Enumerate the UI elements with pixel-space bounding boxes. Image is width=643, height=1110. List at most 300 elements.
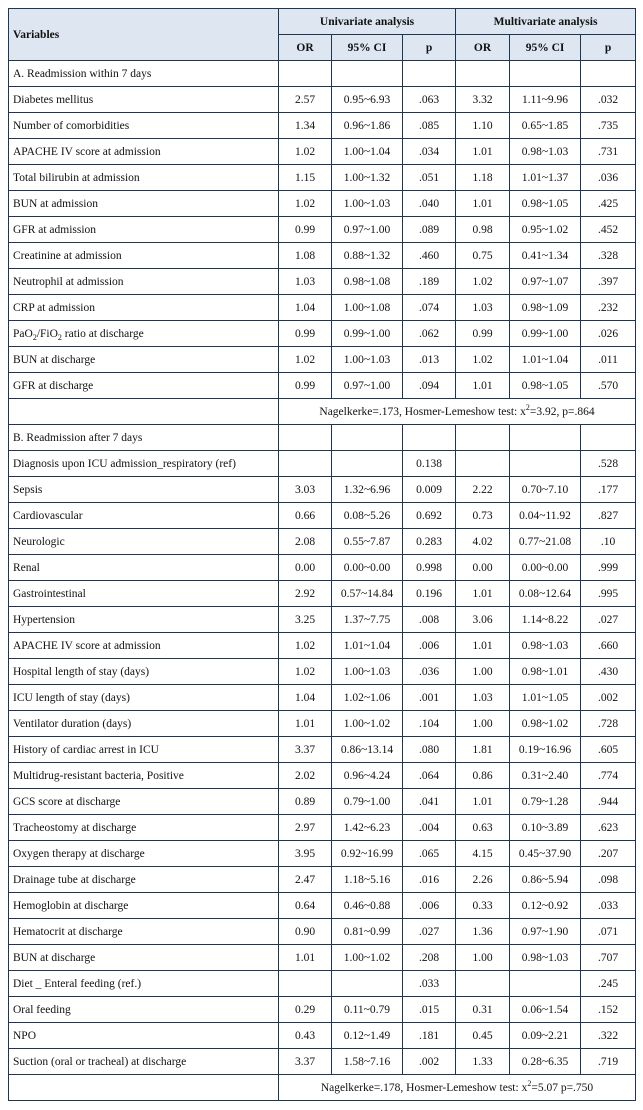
univariate-ci-cell bbox=[332, 971, 403, 997]
footnote-a-sup: 2 bbox=[525, 402, 530, 412]
table-row bbox=[9, 191, 636, 217]
section-b-footnote-row bbox=[9, 1075, 636, 1101]
pafio2-part: /FiO bbox=[36, 327, 58, 340]
variable-label: Drainage tube at discharge bbox=[9, 867, 279, 893]
multivariate-or-cell: 1.01 bbox=[456, 139, 510, 165]
multivariate-or-cell: 0.63 bbox=[456, 815, 510, 841]
univariate-ci-cell: 0.08~5.26 bbox=[332, 503, 403, 529]
univariate-ci-cell: 1.58~7.16 bbox=[332, 1049, 403, 1075]
table-row bbox=[9, 789, 636, 815]
multivariate-or-cell: 1.18 bbox=[456, 165, 510, 191]
multivariate-p-cell: .397 bbox=[581, 269, 636, 295]
multivariate-p-cell: .452 bbox=[581, 217, 636, 243]
univariate-or-cell: 1.04 bbox=[279, 295, 332, 321]
multivariate-ci-cell: 0.98~1.05 bbox=[510, 373, 581, 399]
univariate-p-cell: .460 bbox=[403, 243, 456, 269]
table-row bbox=[9, 659, 636, 685]
variable-label: Number of comorbidities bbox=[9, 113, 279, 139]
univariate-or-cell: 2.08 bbox=[279, 529, 332, 555]
table-row bbox=[9, 711, 636, 737]
univariate-p-cell: .015 bbox=[403, 997, 456, 1023]
univariate-ci-cell: 1.00~1.02 bbox=[332, 945, 403, 971]
multivariate-or-cell: 1.03 bbox=[456, 685, 510, 711]
univariate-ci-cell: 0.12~1.49 bbox=[332, 1023, 403, 1049]
variable-label: GFR at discharge bbox=[9, 373, 279, 399]
univariate-ci-cell: 1.00~1.08 bbox=[332, 295, 403, 321]
table-row bbox=[9, 113, 636, 139]
multivariate-ci-cell: 0.99~1.00 bbox=[510, 321, 581, 347]
univariate-ci-cell: 1.00~1.03 bbox=[332, 347, 403, 373]
multivariate-p-cell: .177 bbox=[581, 477, 636, 503]
univariate-or-cell: 2.92 bbox=[279, 581, 332, 607]
multivariate-or-cell: 1.03 bbox=[456, 295, 510, 321]
univariate-or-cell: 3.37 bbox=[279, 1049, 332, 1075]
table-row bbox=[9, 217, 636, 243]
multivariate-or-cell: 1.36 bbox=[456, 919, 510, 945]
multivariate-ci-cell: 0.00~0.00 bbox=[510, 555, 581, 581]
table-row bbox=[9, 763, 636, 789]
table-row bbox=[9, 347, 636, 373]
univariate-or-cell: 3.03 bbox=[279, 477, 332, 503]
variable-label: ICU length of stay (days) bbox=[9, 685, 279, 711]
table-row bbox=[9, 503, 636, 529]
univariate-p-cell: .001 bbox=[403, 685, 456, 711]
multivariate-or-header: OR bbox=[456, 35, 510, 61]
univariate-p-cell: .041 bbox=[403, 789, 456, 815]
univariate-ci-cell: 0.46~0.88 bbox=[332, 893, 403, 919]
multivariate-ci-cell: 0.12~0.92 bbox=[510, 893, 581, 919]
univariate-ci-cell: 0.81~0.99 bbox=[332, 919, 403, 945]
section-a-footnote-row bbox=[9, 399, 636, 425]
variable-label: GFR at admission bbox=[9, 217, 279, 243]
pafio2-part: ratio at discharge bbox=[61, 327, 144, 340]
table-row bbox=[9, 477, 636, 503]
multivariate-p-cell: .026 bbox=[581, 321, 636, 347]
multivariate-ci-cell: 1.14~8.22 bbox=[510, 607, 581, 633]
univariate-or-cell: 1.02 bbox=[279, 633, 332, 659]
univariate-ci-cell: 0.95~6.93 bbox=[332, 87, 403, 113]
multivariate-ci-cell: 1.01~1.05 bbox=[510, 685, 581, 711]
multivariate-ci-cell: 0.19~16.96 bbox=[510, 737, 581, 763]
univariate-ci-cell: 0.57~14.84 bbox=[332, 581, 403, 607]
multivariate-or-cell: 3.06 bbox=[456, 607, 510, 633]
multivariate-or-cell: 1.01 bbox=[456, 633, 510, 659]
univariate-ci-cell: 1.00~1.03 bbox=[332, 191, 403, 217]
variable-label: Oral feeding bbox=[9, 997, 279, 1023]
univariate-ci-cell: 1.00~1.32 bbox=[332, 165, 403, 191]
multivariate-p-cell: .707 bbox=[581, 945, 636, 971]
univariate-or-header: OR bbox=[279, 35, 332, 61]
multivariate-or-cell: 2.26 bbox=[456, 867, 510, 893]
univariate-p-cell: .181 bbox=[403, 1023, 456, 1049]
multivariate-or-cell: 0.86 bbox=[456, 763, 510, 789]
univariate-or-cell: 1.02 bbox=[279, 139, 332, 165]
multivariate-ci-cell: 0.04~11.92 bbox=[510, 503, 581, 529]
multivariate-p-cell: .995 bbox=[581, 581, 636, 607]
multivariate-ci-cell: 0.77~21.08 bbox=[510, 529, 581, 555]
univariate-or-cell: 1.01 bbox=[279, 945, 332, 971]
multivariate-p-cell: .207 bbox=[581, 841, 636, 867]
multivariate-ci-cell: 0.98~1.02 bbox=[510, 711, 581, 737]
univariate-ci-cell: 1.37~7.75 bbox=[332, 607, 403, 633]
multivariate-or-cell: 3.32 bbox=[456, 87, 510, 113]
multivariate-p-cell: .774 bbox=[581, 763, 636, 789]
table-row bbox=[9, 867, 636, 893]
univariate-p-cell: .004 bbox=[403, 815, 456, 841]
footnote-b-text: Nagelkerke=.178, Hosmer-Lemeshow test: x bbox=[320, 1081, 528, 1094]
multivariate-p-cell: .731 bbox=[581, 139, 636, 165]
multivariate-p-cell: .735 bbox=[581, 113, 636, 139]
table-row bbox=[9, 1049, 636, 1075]
footnote-b-sup: 2 bbox=[527, 1078, 532, 1088]
multivariate-ci-cell: 0.98~1.03 bbox=[510, 633, 581, 659]
univariate-ci-cell: 1.18~5.16 bbox=[332, 867, 403, 893]
pafio2-part: PaO bbox=[13, 327, 33, 340]
multivariate-p-cell: .605 bbox=[581, 737, 636, 763]
univariate-or-cell: 3.37 bbox=[279, 737, 332, 763]
multivariate-ci-cell: 0.41~1.34 bbox=[510, 243, 581, 269]
univariate-or-cell: 0.64 bbox=[279, 893, 332, 919]
univariate-or-cell: 1.01 bbox=[279, 711, 332, 737]
multivariate-or-cell: 1.01 bbox=[456, 581, 510, 607]
variable-label: Diagnosis upon ICU admission_respiratory (ref) bbox=[9, 451, 279, 477]
footnote-b-text-end: =5.07 p=.750 bbox=[531, 1081, 594, 1094]
variable-label bbox=[9, 321, 279, 347]
variable-label: Hemoglobin at discharge bbox=[9, 893, 279, 919]
univariate-or-cell: 1.34 bbox=[279, 113, 332, 139]
multivariate-or-cell: 0.75 bbox=[456, 243, 510, 269]
multivariate-ci-cell: 0.97~1.07 bbox=[510, 269, 581, 295]
multivariate-ci-cell: 0.45~37.90 bbox=[510, 841, 581, 867]
multivariate-or-cell: 1.01 bbox=[456, 789, 510, 815]
univariate-p-cell: .040 bbox=[403, 191, 456, 217]
multivariate-ci-cell bbox=[510, 971, 581, 997]
variable-label: BUN at admission bbox=[9, 191, 279, 217]
multivariate-p-cell: .719 bbox=[581, 1049, 636, 1075]
multivariate-ci-cell: 1.01~1.37 bbox=[510, 165, 581, 191]
multivariate-p-cell: .999 bbox=[581, 555, 636, 581]
multivariate-header: Multivariate analysis bbox=[456, 9, 636, 35]
multivariate-p-cell: .098 bbox=[581, 867, 636, 893]
multivariate-ci-cell: 0.98~1.09 bbox=[510, 295, 581, 321]
variable-label: Total bilirubin at admission bbox=[9, 165, 279, 191]
univariate-p-cell: .033 bbox=[403, 971, 456, 997]
multivariate-p-cell: .570 bbox=[581, 373, 636, 399]
univariate-p-cell: .085 bbox=[403, 113, 456, 139]
multivariate-ci-header: 95% CI bbox=[510, 35, 581, 61]
multivariate-or-cell: 1.02 bbox=[456, 347, 510, 373]
section-a-footnote bbox=[279, 399, 636, 425]
multivariate-p-cell: .328 bbox=[581, 243, 636, 269]
univariate-ci-cell: 1.01~1.04 bbox=[332, 633, 403, 659]
univariate-ci-cell: 0.96~1.86 bbox=[332, 113, 403, 139]
table-row bbox=[9, 295, 636, 321]
table-row bbox=[9, 893, 636, 919]
univariate-or-cell: 0.89 bbox=[279, 789, 332, 815]
univariate-or-cell bbox=[279, 971, 332, 997]
multivariate-or-cell: 1.00 bbox=[456, 659, 510, 685]
table-row bbox=[9, 451, 636, 477]
univariate-or-cell: 1.02 bbox=[279, 659, 332, 685]
univariate-or-cell: 1.03 bbox=[279, 269, 332, 295]
univariate-header: Univariate analysis bbox=[279, 9, 456, 35]
section-a-title: A. Readmission within 7 days bbox=[9, 61, 279, 87]
univariate-or-cell: 1.02 bbox=[279, 347, 332, 373]
multivariate-or-cell: 0.73 bbox=[456, 503, 510, 529]
pafio2-part: 2 bbox=[57, 332, 62, 342]
multivariate-or-cell: 4.02 bbox=[456, 529, 510, 555]
table-row bbox=[9, 607, 636, 633]
variable-label: Diet _ Enteral feeding (ref.) bbox=[9, 971, 279, 997]
variable-label: Sepsis bbox=[9, 477, 279, 503]
multivariate-ci-cell: 0.98~1.01 bbox=[510, 659, 581, 685]
multivariate-or-cell: 0.98 bbox=[456, 217, 510, 243]
variable-label: GCS score at discharge bbox=[9, 789, 279, 815]
univariate-or-cell: 0.29 bbox=[279, 997, 332, 1023]
multivariate-ci-cell: 0.98~1.03 bbox=[510, 945, 581, 971]
multivariate-ci-cell: 0.95~1.02 bbox=[510, 217, 581, 243]
multivariate-p-cell: .322 bbox=[581, 1023, 636, 1049]
univariate-ci-header: 95% CI bbox=[332, 35, 403, 61]
variable-label: Hypertension bbox=[9, 607, 279, 633]
univariate-p-cell: .027 bbox=[403, 919, 456, 945]
univariate-p-cell: 0.138 bbox=[403, 451, 456, 477]
variable-label: NPO bbox=[9, 1023, 279, 1049]
multivariate-ci-cell: 1.11~9.96 bbox=[510, 87, 581, 113]
univariate-or-cell: 1.15 bbox=[279, 165, 332, 191]
univariate-or-cell: 0.99 bbox=[279, 321, 332, 347]
univariate-or-cell: 0.99 bbox=[279, 373, 332, 399]
univariate-ci-cell: 0.11~0.79 bbox=[332, 997, 403, 1023]
univariate-ci-cell: 1.02~1.06 bbox=[332, 685, 403, 711]
multivariate-ci-cell: 0.65~1.85 bbox=[510, 113, 581, 139]
univariate-or-cell: 1.04 bbox=[279, 685, 332, 711]
univariate-p-cell: .074 bbox=[403, 295, 456, 321]
univariate-or-cell: 2.47 bbox=[279, 867, 332, 893]
univariate-or-cell bbox=[279, 451, 332, 477]
univariate-ci-cell: 1.42~6.23 bbox=[332, 815, 403, 841]
variable-label: Neutrophil at admission bbox=[9, 269, 279, 295]
univariate-p-cell: .006 bbox=[403, 893, 456, 919]
table-row bbox=[9, 321, 636, 347]
table-row bbox=[9, 165, 636, 191]
table-row bbox=[9, 971, 636, 997]
table-row bbox=[9, 243, 636, 269]
multivariate-p-cell: .425 bbox=[581, 191, 636, 217]
table-row bbox=[9, 737, 636, 763]
univariate-ci-cell: 0.86~13.14 bbox=[332, 737, 403, 763]
univariate-ci-cell bbox=[332, 451, 403, 477]
univariate-or-cell: 1.08 bbox=[279, 243, 332, 269]
univariate-ci-cell: 1.32~6.96 bbox=[332, 477, 403, 503]
univariate-or-cell: 0.00 bbox=[279, 555, 332, 581]
univariate-or-cell: 2.97 bbox=[279, 815, 332, 841]
univariate-p-cell: .008 bbox=[403, 607, 456, 633]
multivariate-ci-cell: 0.31~2.40 bbox=[510, 763, 581, 789]
univariate-p-cell: .065 bbox=[403, 841, 456, 867]
table-row bbox=[9, 815, 636, 841]
multivariate-ci-cell: 0.98~1.03 bbox=[510, 139, 581, 165]
univariate-p-cell: .002 bbox=[403, 1049, 456, 1075]
univariate-or-cell: 0.99 bbox=[279, 217, 332, 243]
univariate-ci-cell: 0.96~4.24 bbox=[332, 763, 403, 789]
table-row bbox=[9, 555, 636, 581]
multivariate-ci-cell: 1.01~1.04 bbox=[510, 347, 581, 373]
univariate-p-cell: .064 bbox=[403, 763, 456, 789]
multivariate-or-cell bbox=[456, 451, 510, 477]
table-row bbox=[9, 633, 636, 659]
univariate-p-cell: .051 bbox=[403, 165, 456, 191]
univariate-p-cell: .080 bbox=[403, 737, 456, 763]
multivariate-p-cell: .232 bbox=[581, 295, 636, 321]
variable-label: Ventilator duration (days) bbox=[9, 711, 279, 737]
regression-table bbox=[8, 8, 636, 1101]
variable-label: APACHE IV score at admission bbox=[9, 139, 279, 165]
multivariate-or-cell: 0.00 bbox=[456, 555, 510, 581]
variable-label: Hospital length of stay (days) bbox=[9, 659, 279, 685]
variable-label: Neurologic bbox=[9, 529, 279, 555]
multivariate-or-cell bbox=[456, 971, 510, 997]
variable-label: Tracheostomy at discharge bbox=[9, 815, 279, 841]
univariate-ci-cell: 1.00~1.04 bbox=[332, 139, 403, 165]
pafio2-part: 2 bbox=[32, 332, 37, 342]
multivariate-p-cell: .071 bbox=[581, 919, 636, 945]
variable-label: Diabetes mellitus bbox=[9, 87, 279, 113]
section-a-title-row bbox=[9, 61, 636, 87]
multivariate-p-cell: .002 bbox=[581, 685, 636, 711]
multivariate-ci-cell: 0.70~7.10 bbox=[510, 477, 581, 503]
multivariate-p-cell: .033 bbox=[581, 893, 636, 919]
variable-label: Oxygen therapy at discharge bbox=[9, 841, 279, 867]
multivariate-or-cell: 0.45 bbox=[456, 1023, 510, 1049]
variable-label: Gastrointestinal bbox=[9, 581, 279, 607]
multivariate-ci-cell bbox=[510, 451, 581, 477]
variable-label: History of cardiac arrest in ICU bbox=[9, 737, 279, 763]
table-row bbox=[9, 87, 636, 113]
multivariate-or-cell: 2.22 bbox=[456, 477, 510, 503]
univariate-ci-cell: 0.79~1.00 bbox=[332, 789, 403, 815]
multivariate-ci-cell: 0.10~3.89 bbox=[510, 815, 581, 841]
multivariate-p-cell: .728 bbox=[581, 711, 636, 737]
variable-label: Creatinine at admission bbox=[9, 243, 279, 269]
univariate-or-cell: 2.02 bbox=[279, 763, 332, 789]
multivariate-p-cell: .623 bbox=[581, 815, 636, 841]
variable-label: BUN at discharge bbox=[9, 945, 279, 971]
variable-label: CRP at admission bbox=[9, 295, 279, 321]
multivariate-p-header: p bbox=[581, 35, 636, 61]
univariate-ci-cell: 1.00~1.03 bbox=[332, 659, 403, 685]
multivariate-p-cell: .011 bbox=[581, 347, 636, 373]
multivariate-p-cell: .827 bbox=[581, 503, 636, 529]
table-row bbox=[9, 945, 636, 971]
multivariate-or-cell: 1.01 bbox=[456, 191, 510, 217]
univariate-ci-cell: 0.99~1.00 bbox=[332, 321, 403, 347]
table-row bbox=[9, 919, 636, 945]
univariate-ci-cell: 0.00~0.00 bbox=[332, 555, 403, 581]
univariate-p-cell: .062 bbox=[403, 321, 456, 347]
univariate-or-cell: 0.90 bbox=[279, 919, 332, 945]
univariate-or-cell: 2.57 bbox=[279, 87, 332, 113]
multivariate-p-cell: .245 bbox=[581, 971, 636, 997]
multivariate-ci-cell: 0.09~2.21 bbox=[510, 1023, 581, 1049]
multivariate-or-cell: 1.02 bbox=[456, 269, 510, 295]
univariate-p-cell: .013 bbox=[403, 347, 456, 373]
multivariate-p-cell: .027 bbox=[581, 607, 636, 633]
variable-label: Suction (oral or tracheal) at discharge bbox=[9, 1049, 279, 1075]
univariate-or-cell: 0.66 bbox=[279, 503, 332, 529]
multivariate-p-cell: .660 bbox=[581, 633, 636, 659]
multivariate-or-cell: 1.33 bbox=[456, 1049, 510, 1075]
table-row bbox=[9, 997, 636, 1023]
multivariate-ci-cell: 0.98~1.05 bbox=[510, 191, 581, 217]
multivariate-ci-cell: 0.97~1.90 bbox=[510, 919, 581, 945]
variable-label: APACHE IV score at admission bbox=[9, 633, 279, 659]
table-row bbox=[9, 1023, 636, 1049]
univariate-ci-cell: 0.97~1.00 bbox=[332, 217, 403, 243]
univariate-or-cell: 1.02 bbox=[279, 191, 332, 217]
multivariate-or-cell: 1.10 bbox=[456, 113, 510, 139]
univariate-p-cell: 0.692 bbox=[403, 503, 456, 529]
univariate-p-cell: .094 bbox=[403, 373, 456, 399]
multivariate-ci-cell: 0.08~12.64 bbox=[510, 581, 581, 607]
univariate-p-cell: .036 bbox=[403, 659, 456, 685]
multivariate-p-cell: .10 bbox=[581, 529, 636, 555]
univariate-or-cell: 3.95 bbox=[279, 841, 332, 867]
univariate-ci-cell: 0.97~1.00 bbox=[332, 373, 403, 399]
univariate-ci-cell: 0.88~1.32 bbox=[332, 243, 403, 269]
multivariate-or-cell: 1.01 bbox=[456, 373, 510, 399]
univariate-p-cell: .208 bbox=[403, 945, 456, 971]
univariate-p-cell: .089 bbox=[403, 217, 456, 243]
multivariate-or-cell: 1.00 bbox=[456, 711, 510, 737]
footnote-a-text: Nagelkerke=.173, Hosmer-Lemeshow test: x bbox=[319, 405, 526, 418]
univariate-p-cell: 0.196 bbox=[403, 581, 456, 607]
multivariate-ci-cell: 0.79~1.28 bbox=[510, 789, 581, 815]
section-b-footnote bbox=[279, 1075, 636, 1101]
univariate-ci-cell: 0.92~16.99 bbox=[332, 841, 403, 867]
table-row bbox=[9, 841, 636, 867]
variable-label: Cardiovascular bbox=[9, 503, 279, 529]
multivariate-p-cell: .032 bbox=[581, 87, 636, 113]
univariate-p-cell: 0.009 bbox=[403, 477, 456, 503]
univariate-p-cell: 0.283 bbox=[403, 529, 456, 555]
footnote-a-text-end: =3.92, p=.864 bbox=[529, 405, 595, 418]
multivariate-or-cell: 0.33 bbox=[456, 893, 510, 919]
univariate-or-cell: 0.43 bbox=[279, 1023, 332, 1049]
variable-label: Renal bbox=[9, 555, 279, 581]
univariate-ci-cell: 0.98~1.08 bbox=[332, 269, 403, 295]
univariate-p-cell: .063 bbox=[403, 87, 456, 113]
variable-label: BUN at discharge bbox=[9, 347, 279, 373]
variables-header: Variables bbox=[9, 9, 279, 61]
table-row bbox=[9, 139, 636, 165]
multivariate-or-cell: 0.31 bbox=[456, 997, 510, 1023]
univariate-p-cell: .034 bbox=[403, 139, 456, 165]
multivariate-p-cell: .944 bbox=[581, 789, 636, 815]
univariate-p-header: p bbox=[403, 35, 456, 61]
multivariate-or-cell: 1.00 bbox=[456, 945, 510, 971]
table-row bbox=[9, 529, 636, 555]
multivariate-p-cell: .528 bbox=[581, 451, 636, 477]
univariate-ci-cell: 0.55~7.87 bbox=[332, 529, 403, 555]
univariate-p-cell: .006 bbox=[403, 633, 456, 659]
multivariate-ci-cell: 0.86~5.94 bbox=[510, 867, 581, 893]
univariate-p-cell: .016 bbox=[403, 867, 456, 893]
univariate-or-cell: 3.25 bbox=[279, 607, 332, 633]
multivariate-ci-cell: 0.28~6.35 bbox=[510, 1049, 581, 1075]
table-row bbox=[9, 269, 636, 295]
univariate-p-cell: 0.998 bbox=[403, 555, 456, 581]
